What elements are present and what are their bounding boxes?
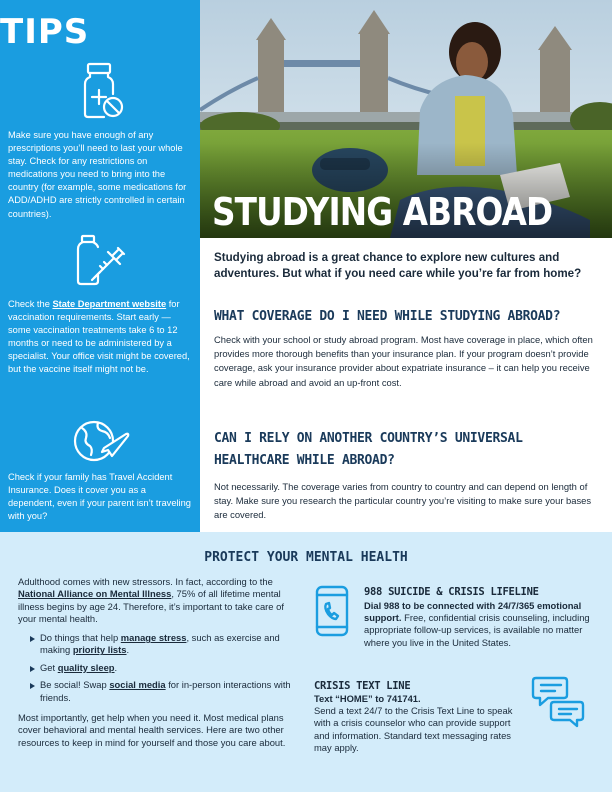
list-item: Get quality sleep. [30,662,310,674]
textline-heading: CRISIS TEXT LINE [314,680,411,692]
list-item: Be social! Swap social media for in-person interactions with friends. [30,679,310,704]
mental-health-intro: Adulthood comes with new stressors. In fact, according to the National Alliance on Mental Illness, 75% of all lifetime mental illness begins by age 24. Therefore, it’s important to take care of your mental health. [18,576,284,625]
manage-stress-link[interactable]: manage stress [120,632,187,643]
priority-lists-link[interactable]: priority lists [72,644,127,656]
phone-icon [314,584,350,643]
social-media-link[interactable]: social media [109,679,166,691]
textline-body: Text “HOME” to 741741. Send a text 24/7 to the Crisis Text Line to speak with a crisis counselor who can provide support and information. Standard text messaging rates may apply. [314,693,513,753]
quality-sleep-link[interactable]: quality sleep [57,661,115,673]
lifeline-body: Dial 988 to be connected with 24/7/365 emotional support. Free, confidential crisis counseling, including appropriate follow-up services, is available no matter where you live in the United States. [364,600,590,648]
coverage-heading: WHAT COVERAGE DO I NEED WHILE STUDYING ABROAD? [214,309,561,324]
nami-link[interactable]: National Alliance on Mental Illness [18,588,172,600]
list-item: Do things that help manage stress, such as exercise and making priority lists. [30,632,310,657]
medicine-bottle-icon [0,60,200,120]
tip-travel-insurance: Check if your family has Travel Accident Insurance. Does it cover you as a dependent, even if your parent isn’t traveling with you? [8,472,191,522]
universal-healthcare-body: Not necessarily. The coverage varies from country to country and can depend on length of stay. Make sure you research the particular country you’re visiting to make sure your bases are covered. [214,481,592,521]
mental-health-tips-list [30,632,310,709]
globe-airplane-icon [0,416,200,466]
universal-healthcare-heading: CAN I RELY ON ANOTHER COUNTRY’S UNIVERSAL HEALTHCARE WHILE ABROAD? [214,431,523,468]
lifeline-heading: 988 SUICIDE & CRISIS LIFELINE [364,586,539,598]
mental-health-closing: Most importantly, get help when you need it. Most medical plans cover behavioral and mental health services. Here are two other resources to keep in mind for yourself and those you care about. [18,712,286,748]
state-department-link[interactable]: State Department website [52,299,167,309]
tip-prescriptions: Make sure you have enough of any prescriptions you’ll need to last your whole stay. Check for any restrictions on medications you need to bring into the country (for example, some medications for ADD/ADHD are strictly controlled in certain countries). [8,130,187,219]
coverage-body: Check with your school or study abroad program. Most have coverage in place, which often provides more thorough benefits than your insurance plan. If your program doesn’t provide coverage, ask your insurance provider about expatriate insurance – it can help you receive care while abroad and avoid an up-front cost. [214,334,593,388]
hero-title: STUDYING ABROAD [212,190,553,234]
intro-paragraph: Studying abroad is a great chance to explore new cultures and adventures. But what if you need care while you’re far from home? [214,251,582,280]
tips-title: TIPS [0,12,90,52]
chat-bubbles-icon [530,674,588,733]
mental-health-title: PROTECT YOUR MENTAL HEALTH [204,550,408,565]
vaccine-syringe-icon [0,232,200,288]
tip-vaccination: Check the State Department website for vaccination requirements. Start early — some vaccination treatments take 6 to 12 months or need to be administered by a specialist. Your office visit might be covered, but the vaccine itself might not be. [8,299,190,375]
